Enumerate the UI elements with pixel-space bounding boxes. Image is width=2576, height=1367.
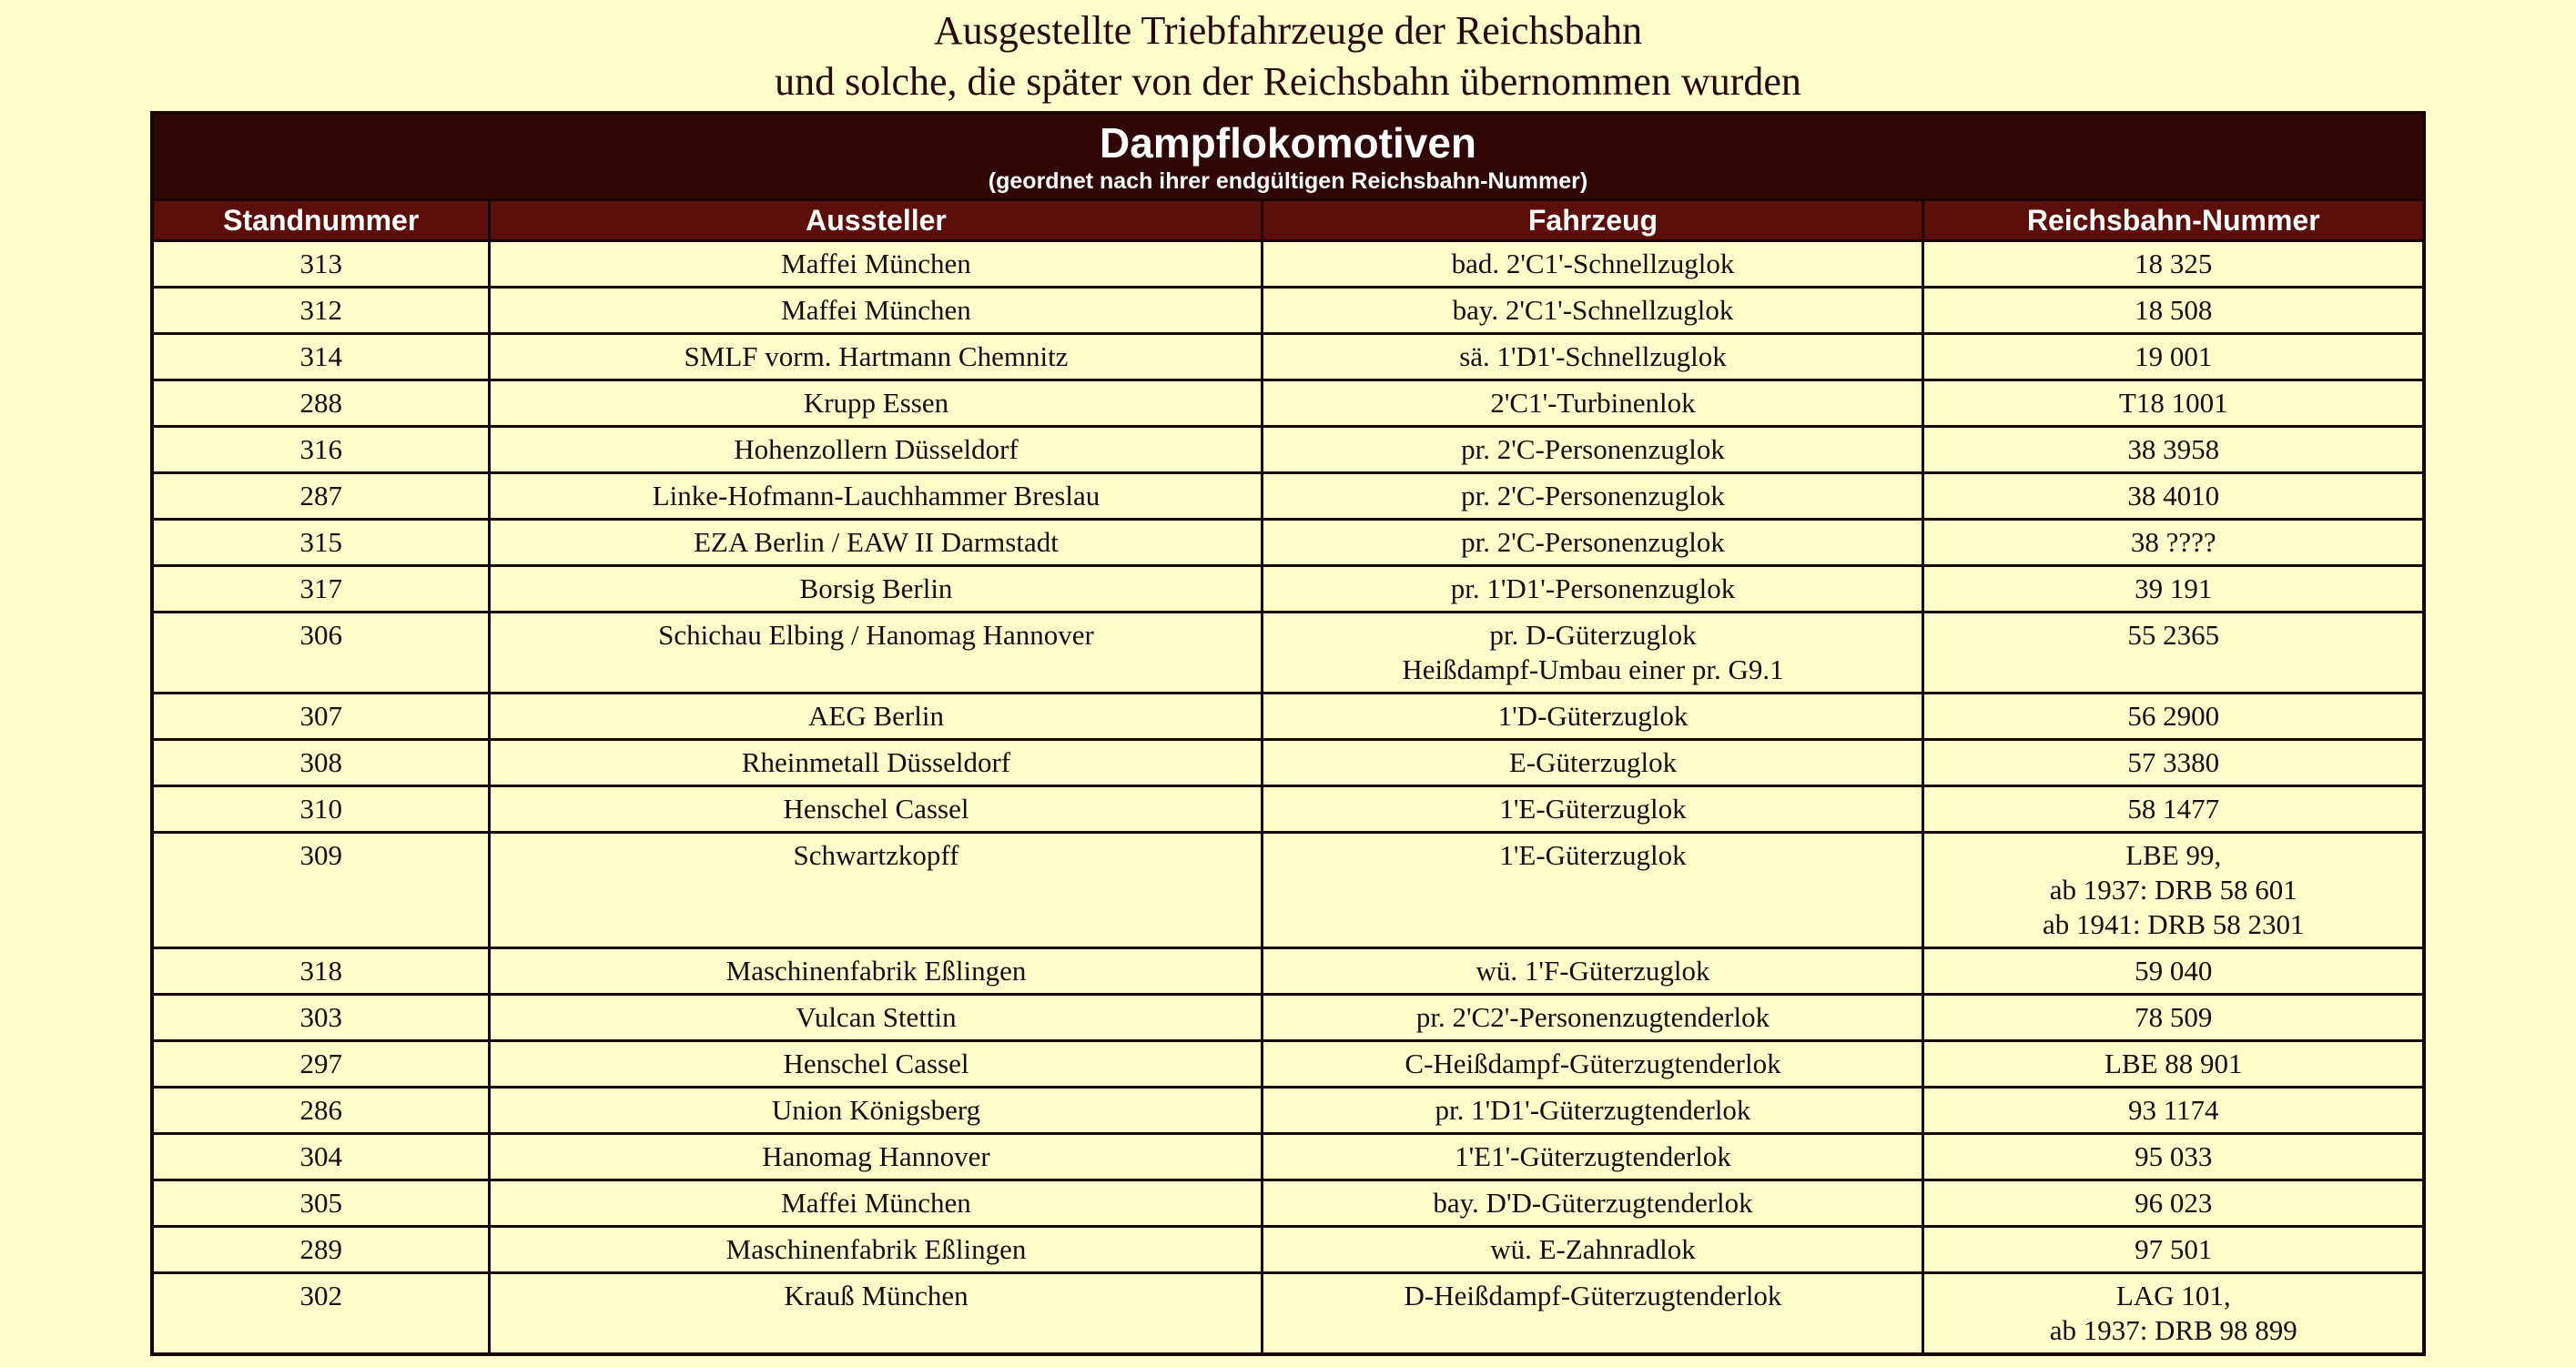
aussteller-cell: Linke-Hofmann-Lauchhammer Breslau bbox=[490, 473, 1263, 520]
standnummer-cell: 317 bbox=[152, 566, 490, 613]
aussteller-cell: Vulcan Stettin bbox=[490, 995, 1263, 1041]
page-title bbox=[0, 0, 2576, 107]
standnummer-cell: 286 bbox=[152, 1088, 490, 1134]
standnummer-cell: 302 bbox=[152, 1273, 490, 1355]
fahrzeug-cell: wü. 1'F-Güterzuglok bbox=[1263, 948, 1923, 995]
fahrzeug-cell: D-Heißdampf-Güterzugtenderlok bbox=[1263, 1273, 1923, 1355]
standnummer-cell: 287 bbox=[152, 473, 490, 520]
standnummer-cell: 289 bbox=[152, 1227, 490, 1273]
standnummer-cell: 313 bbox=[152, 241, 490, 288]
standnummer-cell: 310 bbox=[152, 786, 490, 833]
fahrzeug-cell: pr. 2'C-Personenzuglok bbox=[1263, 520, 1923, 566]
reichsbahn-nummer-cell: LBE 99, ab 1937: DRB 58 601 ab 1941: DRB 58 2301 bbox=[1923, 833, 2424, 948]
standnummer-cell: 308 bbox=[152, 740, 490, 786]
reichsbahn-nummer-cell: 58 1477 bbox=[1923, 786, 2424, 833]
standnummer-cell: 306 bbox=[152, 613, 490, 694]
column-header-aussteller: Aussteller bbox=[490, 200, 1263, 241]
aussteller-cell: Henschel Cassel bbox=[490, 1041, 1263, 1088]
table-row bbox=[152, 1134, 2424, 1180]
standnummer-cell: 316 bbox=[152, 427, 490, 473]
fahrzeug-cell: sä. 1'D1'-Schnellzuglok bbox=[1263, 334, 1923, 380]
table-row bbox=[152, 833, 2424, 948]
fahrzeug-cell: pr. 1'D1'-Güterzugtenderlok bbox=[1263, 1088, 1923, 1134]
aussteller-cell: Rheinmetall Düsseldorf bbox=[490, 740, 1263, 786]
aussteller-cell: Hohenzollern Düsseldorf bbox=[490, 427, 1263, 473]
table-caption-row bbox=[152, 113, 2424, 200]
aussteller-cell: Krupp Essen bbox=[490, 380, 1263, 427]
standnummer-cell: 315 bbox=[152, 520, 490, 566]
reichsbahn-nummer-cell: 57 3380 bbox=[1923, 740, 2424, 786]
reichsbahn-nummer-cell: 38 3958 bbox=[1923, 427, 2424, 473]
standnummer-cell: 318 bbox=[152, 948, 490, 995]
fahrzeug-cell: 1'E-Güterzuglok bbox=[1263, 786, 1923, 833]
table-row bbox=[152, 1041, 2424, 1088]
table-row bbox=[152, 241, 2424, 288]
reichsbahn-nummer-cell: 59 040 bbox=[1923, 948, 2424, 995]
standnummer-cell: 305 bbox=[152, 1180, 490, 1227]
aussteller-cell: Schichau Elbing / Hanomag Hannover bbox=[490, 613, 1263, 694]
reichsbahn-nummer-cell: T18 1001 bbox=[1923, 380, 2424, 427]
table-row bbox=[152, 740, 2424, 786]
aussteller-cell: SMLF vorm. Hartmann Chemnitz bbox=[490, 334, 1263, 380]
reichsbahn-nummer-cell: LBE 88 901 bbox=[1923, 1041, 2424, 1088]
reichsbahn-nummer-cell: 95 033 bbox=[1923, 1134, 2424, 1180]
fahrzeug-cell: bay. 2'C1'-Schnellzuglok bbox=[1263, 288, 1923, 334]
fahrzeug-cell: 1'E-Güterzuglok bbox=[1263, 833, 1923, 948]
table-caption-subtitle: (geordnet nach ihrer endgültigen Reichsbahn-Nummer) bbox=[988, 168, 1588, 194]
standnummer-cell: 304 bbox=[152, 1134, 490, 1180]
table-row bbox=[152, 1227, 2424, 1273]
aussteller-cell: Maffei München bbox=[490, 241, 1263, 288]
table-row bbox=[152, 1273, 2424, 1355]
reichsbahn-nummer-cell: 39 191 bbox=[1923, 566, 2424, 613]
aussteller-cell: AEG Berlin bbox=[490, 694, 1263, 740]
table-row bbox=[152, 380, 2424, 427]
standnummer-cell: 297 bbox=[152, 1041, 490, 1088]
aussteller-cell: Krauß München bbox=[490, 1273, 1263, 1355]
table-row bbox=[152, 566, 2424, 613]
aussteller-cell: Henschel Cassel bbox=[490, 786, 1263, 833]
reichsbahn-nummer-cell: 78 509 bbox=[1923, 995, 2424, 1041]
fahrzeug-cell: pr. D-Güterzuglok Heißdampf-Umbau einer pr. G9.1 bbox=[1263, 613, 1923, 694]
column-header-fahrzeug: Fahrzeug bbox=[1263, 200, 1923, 241]
reichsbahn-nummer-cell: 19 001 bbox=[1923, 334, 2424, 380]
fahrzeug-cell: pr. 2'C-Personenzuglok bbox=[1263, 473, 1923, 520]
aussteller-cell: Maffei München bbox=[490, 288, 1263, 334]
column-header-reichsbahn-nummer: Reichsbahn-Nummer bbox=[1923, 200, 2424, 241]
fahrzeug-cell: pr. 2'C2'-Personenzugtenderlok bbox=[1263, 995, 1923, 1041]
page-title-line-2: und solche, die später von der Reichsbahn übernommen wurden bbox=[775, 59, 1801, 104]
reichsbahn-nummer-cell: 97 501 bbox=[1923, 1227, 2424, 1273]
aussteller-cell: Hanomag Hannover bbox=[490, 1134, 1263, 1180]
fahrzeug-cell: pr. 2'C-Personenzuglok bbox=[1263, 427, 1923, 473]
table-row bbox=[152, 1088, 2424, 1134]
aussteller-cell: Maschinenfabrik Eßlingen bbox=[490, 948, 1263, 995]
fahrzeug-cell: 1'D-Güterzuglok bbox=[1263, 694, 1923, 740]
fahrzeug-cell: 1'E1'-Güterzugtenderlok bbox=[1263, 1134, 1923, 1180]
fahrzeug-cell: 2'C1'-Turbinenlok bbox=[1263, 380, 1923, 427]
table-row bbox=[152, 473, 2424, 520]
table-row bbox=[152, 995, 2424, 1041]
standnummer-cell: 309 bbox=[152, 833, 490, 948]
table-row bbox=[152, 520, 2424, 566]
fahrzeug-cell: C-Heißdampf-Güterzugtenderlok bbox=[1263, 1041, 1923, 1088]
fahrzeug-cell: E-Güterzuglok bbox=[1263, 740, 1923, 786]
table-row bbox=[152, 1180, 2424, 1227]
table-row bbox=[152, 613, 2424, 694]
standnummer-cell: 314 bbox=[152, 334, 490, 380]
table-row bbox=[152, 948, 2424, 995]
reichsbahn-nummer-cell: 18 508 bbox=[1923, 288, 2424, 334]
aussteller-cell: Borsig Berlin bbox=[490, 566, 1263, 613]
aussteller-cell: Maffei München bbox=[490, 1180, 1263, 1227]
fahrzeug-cell: bad. 2'C1'-Schnellzuglok bbox=[1263, 241, 1923, 288]
fahrzeug-cell: bay. D'D-Güterzugtenderlok bbox=[1263, 1180, 1923, 1227]
locomotive-table bbox=[150, 111, 2426, 1356]
reichsbahn-nummer-cell: LAG 101, ab 1937: DRB 98 899 bbox=[1923, 1273, 2424, 1355]
reichsbahn-nummer-cell: 56 2900 bbox=[1923, 694, 2424, 740]
reichsbahn-nummer-cell: 96 023 bbox=[1923, 1180, 2424, 1227]
aussteller-cell: Union Königsberg bbox=[490, 1088, 1263, 1134]
table-row bbox=[152, 288, 2424, 334]
reichsbahn-nummer-cell: 18 325 bbox=[1923, 241, 2424, 288]
standnummer-cell: 307 bbox=[152, 694, 490, 740]
reichsbahn-nummer-cell: 55 2365 bbox=[1923, 613, 2424, 694]
table-header-row bbox=[152, 200, 2424, 241]
fahrzeug-cell: pr. 1'D1'-Personenzuglok bbox=[1263, 566, 1923, 613]
standnummer-cell: 288 bbox=[152, 380, 490, 427]
fahrzeug-cell: wü. E-Zahnradlok bbox=[1263, 1227, 1923, 1273]
aussteller-cell: EZA Berlin / EAW II Darmstadt bbox=[490, 520, 1263, 566]
table-row bbox=[152, 334, 2424, 380]
table-caption-title: Dampflokomotiven bbox=[1099, 119, 1477, 167]
standnummer-cell: 303 bbox=[152, 995, 490, 1041]
standnummer-cell: 312 bbox=[152, 288, 490, 334]
table-row bbox=[152, 427, 2424, 473]
reichsbahn-nummer-cell: 38 4010 bbox=[1923, 473, 2424, 520]
aussteller-cell: Schwartzkopff bbox=[490, 833, 1263, 948]
reichsbahn-nummer-cell: 38 ???? bbox=[1923, 520, 2424, 566]
table-body bbox=[152, 241, 2424, 1355]
page-title-line-1: Ausgestellte Triebfahrzeuge der Reichsbahn bbox=[933, 8, 1643, 53]
aussteller-cell: Maschinenfabrik Eßlingen bbox=[490, 1227, 1263, 1273]
reichsbahn-nummer-cell: 93 1174 bbox=[1923, 1088, 2424, 1134]
column-header-standnummer: Standnummer bbox=[152, 200, 490, 241]
table-caption bbox=[152, 113, 2424, 200]
table-row bbox=[152, 786, 2424, 833]
table-row bbox=[152, 694, 2424, 740]
